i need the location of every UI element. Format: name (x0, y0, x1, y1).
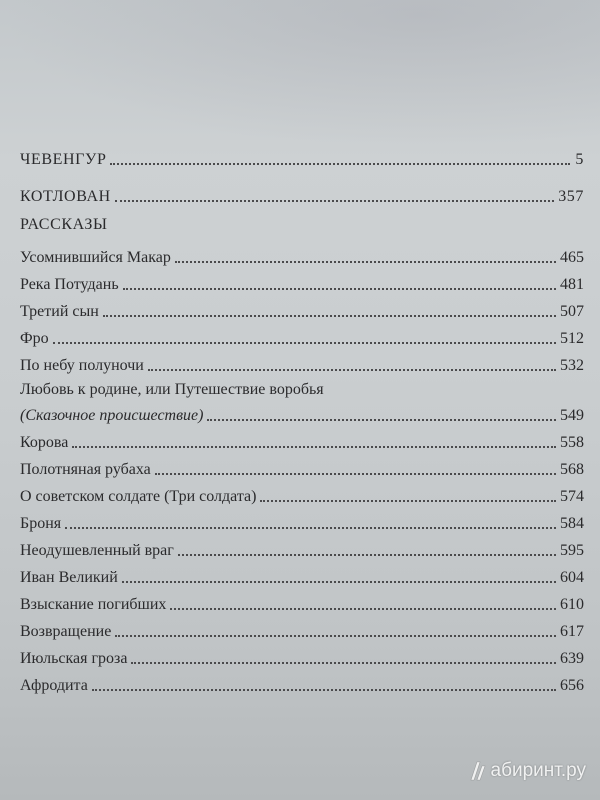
toc-entry-title: Афродита (20, 677, 88, 694)
toc-leader-dots (115, 635, 556, 637)
toc-entry-page: 549 (560, 407, 584, 424)
toc-entry-kotlovan (20, 183, 584, 207)
toc-leader-dots (115, 200, 554, 202)
toc-entry-page: 512 (560, 330, 584, 347)
toc-entry (20, 564, 584, 588)
toc-leader-dots (122, 581, 556, 583)
toc-entry-title: Неодушевленный враг (20, 542, 174, 559)
toc-entry (20, 645, 584, 669)
toc-entry-title: Корова (20, 434, 69, 451)
toc-entry (20, 429, 584, 453)
toc-entry (20, 402, 584, 426)
toc-entry-page: 656 (560, 677, 584, 694)
toc-entry-page: 357 (558, 188, 584, 205)
labirint-watermark (468, 760, 586, 782)
toc-entry-page: 568 (560, 461, 584, 478)
toc-entry-title: По небу полуночи (20, 357, 144, 374)
toc-leader-dots (123, 288, 556, 290)
toc-entry-title: КОТЛОВАН (20, 188, 111, 205)
toc-entry-title: Полотняная рубаха (20, 461, 151, 478)
toc-leader-dots (72, 446, 556, 448)
toc-entry (20, 456, 584, 480)
toc-leader-dots (178, 554, 556, 556)
toc-entry (20, 537, 584, 561)
toc-entry-title: Июльская гроза (20, 650, 128, 667)
labirint-logo-icon (468, 760, 488, 782)
toc-leader-dots (170, 608, 556, 610)
toc-entry-page: 532 (560, 357, 584, 374)
toc-entry-title: Река Потудань (20, 276, 119, 293)
toc-leader-dots (207, 419, 556, 421)
toc-entry (20, 352, 584, 376)
toc-entry-subtitle: (Сказочное происшествие) (20, 407, 204, 424)
toc-entry (20, 618, 584, 642)
toc-entry-title: Фро (20, 330, 49, 347)
toc-entry-title: Возвращение (20, 623, 112, 640)
toc-entry (20, 298, 584, 322)
toc-leader-dots (155, 473, 556, 475)
watermark-text: абиринт.ру (490, 760, 586, 781)
toc-entry-chevengur (20, 146, 584, 170)
toc-entry-page: 465 (560, 249, 584, 266)
toc-entry-page: 481 (560, 276, 584, 293)
toc-entry-title: Броня (20, 515, 62, 532)
toc-leader-dots (260, 500, 556, 502)
toc-entry (20, 591, 584, 615)
toc-leader-dots (110, 163, 570, 165)
toc-leader-dots (103, 315, 556, 317)
toc-entry-title: Взыскание погибших (20, 596, 167, 613)
toc-entry-page: 584 (560, 515, 584, 532)
toc-entry (20, 325, 584, 349)
toc-entry (20, 271, 584, 295)
toc-entry-page: 595 (560, 542, 584, 559)
toc-entry-title: Третий сын (20, 303, 99, 320)
toc-entry-title: Иван Великий (20, 569, 118, 586)
toc-entry-page: 507 (560, 303, 584, 320)
toc-entry-page: 604 (560, 569, 584, 586)
toc-entry-title: Усомнившийся Макар (20, 249, 171, 266)
toc-entry-page: 558 (560, 434, 584, 451)
toc-entry (20, 483, 584, 507)
toc-entry-page: 5 (575, 151, 584, 168)
toc-entry (20, 244, 584, 268)
toc-leader-dots (92, 689, 556, 691)
toc-leader-dots (65, 527, 556, 529)
toc-entry-page: 617 (560, 623, 584, 640)
toc-entry-title: О советском солдате (Три солдата) (20, 488, 257, 505)
toc-entry-page: 639 (560, 650, 584, 667)
section-heading-rasskazy: РАССКАЗЫ (20, 216, 108, 233)
toc-entry (20, 672, 584, 696)
toc-entry-page: 610 (560, 596, 584, 613)
toc-leader-dots (131, 662, 556, 664)
toc-leader-dots (148, 369, 556, 371)
toc-leader-dots (53, 342, 556, 344)
toc-leader-dots (175, 261, 556, 263)
toc-entry (20, 510, 584, 534)
toc-entry-page: 574 (560, 488, 584, 505)
toc-entry-title: ЧЕВЕНГУР (20, 151, 107, 168)
toc-entry-title: Любовь к родине, или Путешествие воробья (20, 381, 324, 398)
